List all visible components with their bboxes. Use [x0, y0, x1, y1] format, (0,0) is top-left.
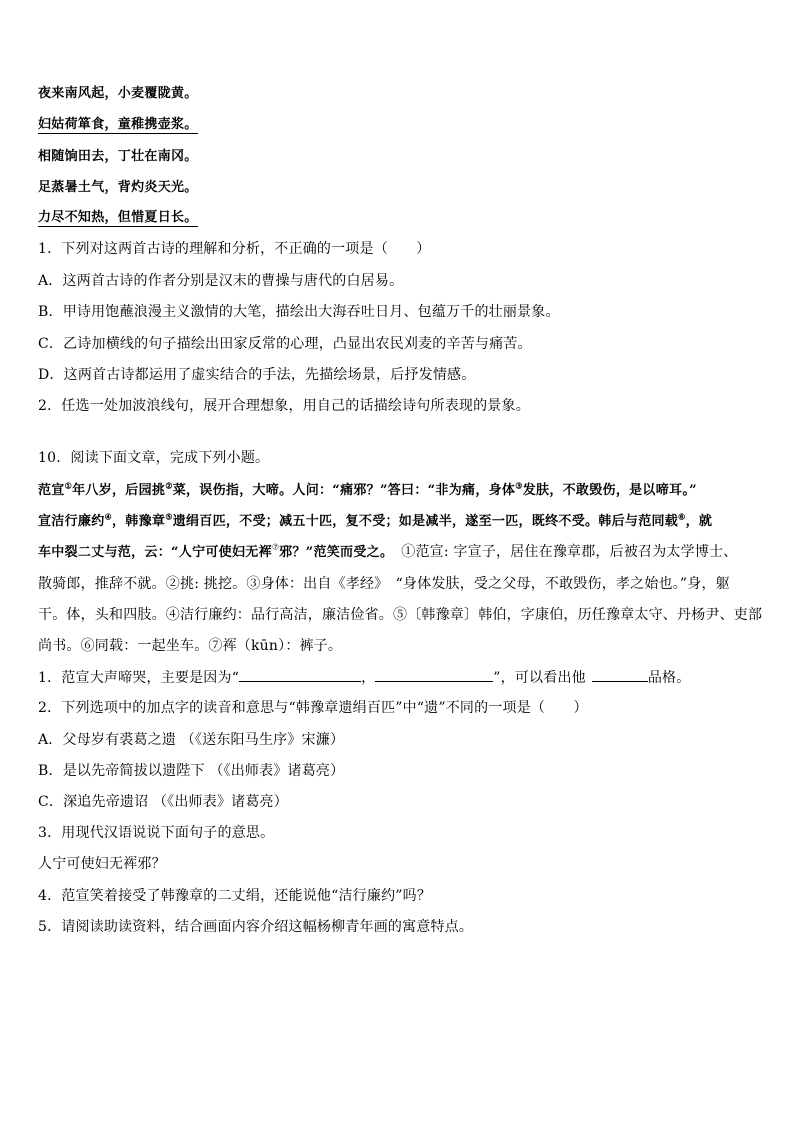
question-2-option-c: C．深追先帝遗诏 （《出师表》诸葛亮）	[38, 794, 288, 810]
poem-line-2	[38, 113, 198, 134]
passage-text: 宣洁行廉约	[38, 514, 105, 529]
question-3: 3．用现代汉语说说下面句子的意思。	[38, 825, 275, 841]
question-2-option-a: A．父母岁有裘葛之遗 （《送东阳马生序》宋濂）	[38, 732, 345, 748]
question-text: ，	[361, 670, 376, 686]
poem-line-2-underlined: 妇姑荷箪食，童稚携壶浆。	[38, 113, 198, 134]
question-1	[38, 667, 690, 687]
footnote-marker: ④	[104, 511, 112, 522]
poem-question-2: 2．任选一处加波浪线句，展开合理想象，用自己的话描绘诗句所表现的景象。	[38, 398, 530, 414]
footnote-marker: ⑥	[678, 511, 686, 522]
question-text: 品格。	[647, 670, 691, 686]
poem-option-b: B．甲诗用饱蘸浪漫主义激情的大笔，描绘出大海吞吐日月、包蕴万千的壮丽景象。	[38, 304, 560, 320]
poem-line-5	[38, 206, 198, 227]
passage-text: 菜，误伤指，大啼。人问：“痛邪？”答曰：“非为痛，身体	[172, 483, 516, 498]
question-2: 2．下列选项中的加点字的读音和意思与“韩豫章遗绢百匹”中“遗”不同的一项是（ ）	[38, 700, 588, 716]
passage-line-2	[38, 510, 712, 529]
footnote-marker: ⑦	[271, 542, 280, 552]
passage-text: 发肤，不敢毁伤，是以啼耳。”	[522, 483, 697, 498]
footnote-marker: ③	[515, 480, 523, 491]
poem-option-a: A．这两首古诗的作者分别是汉末的曹操与唐代的白居易。	[38, 273, 404, 289]
question-2-option-b: B．是以先帝简拔以遗陛下 （《出师表》诸葛亮）	[38, 763, 345, 779]
passage-line-1	[38, 479, 697, 498]
passage-text: 邪？”范笑而受之。	[279, 545, 394, 560]
footnote-line-2: 干。体，头和四肢。④洁行廉约：品行高洁，廉洁俭省。⑤〔韩豫章〕韩伯，字康伯，历任豫章太守、丹杨尹、吏部	[38, 607, 763, 623]
question-3-sentence: 人宁可使妇无裈邪？	[38, 856, 166, 872]
passage-text: ，就	[685, 514, 713, 529]
answer-blank-3[interactable]	[592, 669, 648, 682]
poem-question-1: 1．下列对这两首古诗的理解和分析，不正确的一项是（ ）	[38, 241, 431, 257]
poem-line-3: 相随饷田去，丁壮在南冈。	[38, 149, 198, 164]
question-text: 1．范宣大声啼哭，主要是因为“	[38, 670, 240, 686]
footnote-line-3: 尚书。⑥同载：一起坐车。⑦裈（kūn）：裤子。	[38, 638, 343, 654]
section-10-heading: 10．阅读下面文章，完成下列小题。	[38, 450, 270, 466]
question-5: 5．请阅读助读资料，结合画面内容介绍这幅杨柳青年画的寓意特点。	[38, 919, 474, 935]
passage-text: ，韩豫章	[112, 514, 166, 529]
answer-blank-2[interactable]	[375, 669, 493, 682]
passage-text: 年八岁，后园挑	[72, 483, 166, 498]
passage-text: 遗绢百匹，不受；减五十匹，复不受；如是减半，遂至一匹，既终不受。韩后与范同载	[172, 514, 679, 529]
poem-line-1: 夜来南风起，小麦覆陇黄。	[38, 86, 198, 101]
footnote-marker: ①	[64, 480, 73, 491]
passage-line-3	[38, 541, 737, 561]
footnote-marker: ⑤	[165, 511, 173, 522]
footnote-line-1: 散骑郎，推辞不就。②挑: 挑挖。③身体：出自《孝经》 “身体发肤，受之父母，不敢毁伤，孝之始也。”身，躯	[38, 576, 730, 592]
poem-option-c: C．乙诗加横线的句子描绘出田家反常的心理，凸显出农民刈麦的辛苦与痛苦。	[38, 336, 532, 352]
question-text: ”，可以看出他	[493, 670, 586, 686]
answer-blank-1[interactable]	[239, 669, 361, 682]
question-4: 4．范宣笑着接受了韩豫章的二丈绢，还能说他“洁行廉约”吗？	[38, 888, 432, 904]
poem-line-5-underlined: 力尽不知热，但惜夏日长。	[38, 206, 198, 227]
footnote-marker: ②	[165, 480, 173, 491]
poem-line-4: 足蒸暑土气，背灼炎天光。	[38, 180, 198, 195]
poem-option-d: D．这两首古诗都运用了虚实结合的手法，先描绘场景，后抒发情感。	[38, 367, 476, 383]
passage-text: 范宣	[38, 483, 65, 498]
footnote-text: ①范宣: 字宣子，居住在豫章郡，后被召为太学博士、	[401, 544, 738, 560]
passage-text: 车中裂二丈与范，云：“人宁可使妇无裈	[38, 545, 272, 560]
